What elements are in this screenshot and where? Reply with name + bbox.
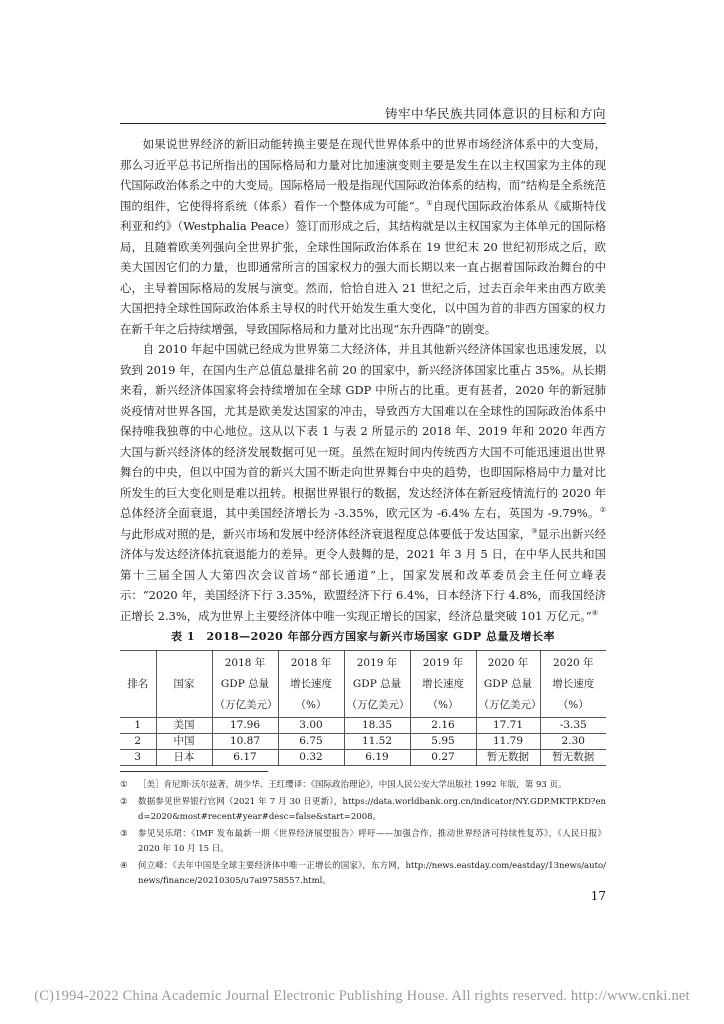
table-row	[120, 750, 606, 766]
paragraph-1	[120, 134, 606, 339]
paragraph-2-text-b: 与此形成对照的是，新兴市场和发展中经济体经济衰退程度总体要低于发达国家，	[120, 526, 532, 541]
table-cell: 暂无数据	[540, 750, 606, 766]
footnote-item	[120, 778, 606, 794]
col-header-country: 国家	[156, 651, 212, 718]
gdp-table	[120, 650, 606, 766]
table-cell: 日本	[156, 750, 212, 766]
table-cell: 17.96	[212, 718, 278, 734]
col-header-gdp-2020: 2020 年 GDP 总量 （万亿美元）	[476, 651, 540, 718]
table-cell: 6.17	[212, 750, 278, 766]
table-cell: 1	[120, 718, 156, 734]
table-cell: 17.71	[476, 718, 540, 734]
table-caption: 表 1 2018—2020 年部分西方国家与新兴市场国家 GDP 总量及增长率	[171, 630, 555, 643]
footnote-mark: ①	[120, 780, 128, 790]
table-cell: 11.79	[476, 734, 540, 750]
table-row	[120, 734, 606, 750]
footnote-text: 数据参见世界银行官网（2021 年 7 月 30 日更新），https://data.worldbank.org.cn/indicator/NY.GDP.MKTP.KD?end=2020&most#recent#year#desc=false&start=2008。	[138, 796, 606, 822]
paragraph-1-text: 如果说世界经济的新旧动能转换主要是在现代世界体系中的世界市场经济体系中的大变局，那么习近平总书记所指出的国际格局和力量对比加速演变则主要是发生在以主权国家为主体的现代国际政治体系之中的大变局。国际格局一般是指现代国际政治体系的结构，而“结构是全系统范围的组件，它使得将系统（体系）看作一个整体成为可能”。	[120, 137, 606, 213]
paragraph-2-text-c: 显示出新兴经济体与发达经济体抗衰退能力的差异。更令人鼓舞的是，2021 年 3 月 5 日，在中华人民共和国第十三届全国人大第四次会议首场“部长通道”上，国家发展和改革委员会主任何立峰表示：“2020 年，美国经济下行 3.35%，欧盟经济下行 6.4%，日本经济下行 4.8%，而我国经济正增长 2.3%，成为世界上主要经济体中唯一实现正增长的国家，经济总量突破 101 万亿元。”	[120, 526, 606, 623]
table-cell: 18.35	[344, 718, 410, 734]
footnote-item	[120, 859, 606, 890]
col-header-rank: 排名	[120, 651, 156, 718]
footnote-mark: ③	[120, 828, 128, 839]
table-row	[120, 718, 606, 734]
footnote-item	[120, 795, 606, 826]
table-cell: 6.19	[344, 750, 410, 766]
footnote-ref-1[interactable]: ①	[426, 198, 433, 207]
table-cell: 0.27	[410, 750, 476, 766]
paragraph-1-cont: 自现代国际政治体系从《威斯特伐利亚和约》（Westphalia Peace）签订而形成之后，其结构就是以主权国家为主体单元的国际格局，且随着欧美列强向全世界扩张，全球性国际政治体系在 19 世纪末 20 世纪初形成之后，欧美大国因它们的力量，也即通常所言的国家权力的强大而长期以来一直占据着国际政治舞台的中心，主导着国际格局的发展与演变。然而，恰恰自进入 21 世纪之后，过去百余年来由西方欧美大国把持全球性国际政治体系主导权的时代开始发生重大变化，以中国为首的非西方国家的权力在新千年之后持续增强，导致国际格局和力量对比出现“东升西降”的剧变。	[120, 198, 606, 336]
paragraph-2	[120, 339, 606, 626]
table-cell: 暂无数据	[476, 750, 540, 766]
footnote-mark: ④	[120, 860, 128, 871]
footnote-ref-4[interactable]: ④	[591, 608, 599, 617]
table-cell: 5.95	[410, 734, 476, 750]
table-cell: 10.87	[212, 734, 278, 750]
footnote-text: 参见吴乐珺：《IMF 发布最新一期〈世界经济展望报告〉呼吁——加强合作，推动世界经济可持续性复苏》，《人民日报》2020 年 10 月 15 日。	[138, 828, 606, 854]
header-rule	[120, 123, 606, 124]
col-header-gdp-2019: 2019 年 GDP 总量 （万亿美元）	[344, 651, 410, 718]
footnote-item	[120, 827, 606, 858]
copyright-watermark: (C)1994-2022 China Academic Journal Electronic Publishing House. All rights reserved. http://www.cnki.net	[34, 988, 690, 1004]
table-cell: -3.35	[540, 718, 606, 734]
running-title: 铸牢中华民族共同体意识的目标和方向	[384, 106, 606, 121]
body-text	[120, 134, 606, 626]
footnote-mark: ②	[120, 796, 128, 807]
table-cell: 美国	[156, 718, 212, 734]
col-header-growth-2018: 2018 年 增长速度 （%）	[278, 651, 344, 718]
table-header-row	[120, 651, 606, 718]
table-cell: 2.16	[410, 718, 476, 734]
table-cell: 6.75	[278, 734, 344, 750]
col-header-gdp-2018: 2018 年 GDP 总量 （万亿美元）	[212, 651, 278, 718]
table-cell: 2	[120, 734, 156, 750]
footnote-rule	[120, 771, 268, 772]
footnote-text: ［美］肯尼斯·沃尔兹著，胡少华、王红缨译：《国际政治理论》，中国人民公安大学出版社 1992 年版，第 93 页。	[138, 780, 567, 790]
paragraph-2-text-a: 自 2010 年起中国就已经成为世界第二大经济体，并且其他新兴经济体国家也迅速发展，以致到 2019 年，在国内生产总值总量排名前 20 的国家中，新兴经济体国家比重占 35%。从长期来看，新兴经济体国家将会持续增加在全球 GDP 中所占的比重。更有甚者，2020 年的新冠肺炎疫情对世界各国，尤其是欧美发达国家的冲击，导致西方大国难以在全球性的国际政治体系中保持唯我独尊的中心地位。这从以下表 1 与表 2 所显示的 2018 年、2019 年和 2020 年西方大国与新兴经济体的经济发展数据可见一斑。虽然在短时间内传统西方大国不可能迅速退出世界舞台的中央，但以中国为首的新兴大国不断走向世界舞台中央的趋势，也即国际格局中力量对比所发生的巨大变化则是难以扭转。根据世界银行的数据，发达经济体在新冠疫情流行的 2020 年总体经济全面衰退，其中美国经济增长为 -3.35%，欧元区为 -6.4% 左右，英国为 -9.79%。	[120, 342, 606, 520]
table-cell: 2.30	[540, 734, 606, 750]
col-header-growth-2020: 2020 年 增长速度 （%）	[540, 651, 606, 718]
footnote-ref-3[interactable]: ③	[531, 526, 538, 535]
col-header-growth-2019: 2019 年 增长速度 （%）	[410, 651, 476, 718]
table-cell: 11.52	[344, 734, 410, 750]
table-cell: 中国	[156, 734, 212, 750]
footnotes	[120, 778, 606, 891]
footnote-text: 何立峰：《去年中国是全球主要经济体中唯一正增长的国家》，东方网，http://news.eastday.com/eastday/13news/auto/news/finance/20210305/u7ai9758557.html。	[138, 860, 606, 886]
table-cell: 0.32	[278, 750, 344, 766]
table-cell: 3.00	[278, 718, 344, 734]
footnote-ref-2[interactable]: ②	[599, 506, 606, 514]
table-cell: 3	[120, 750, 156, 766]
page-number: 17	[590, 889, 606, 903]
